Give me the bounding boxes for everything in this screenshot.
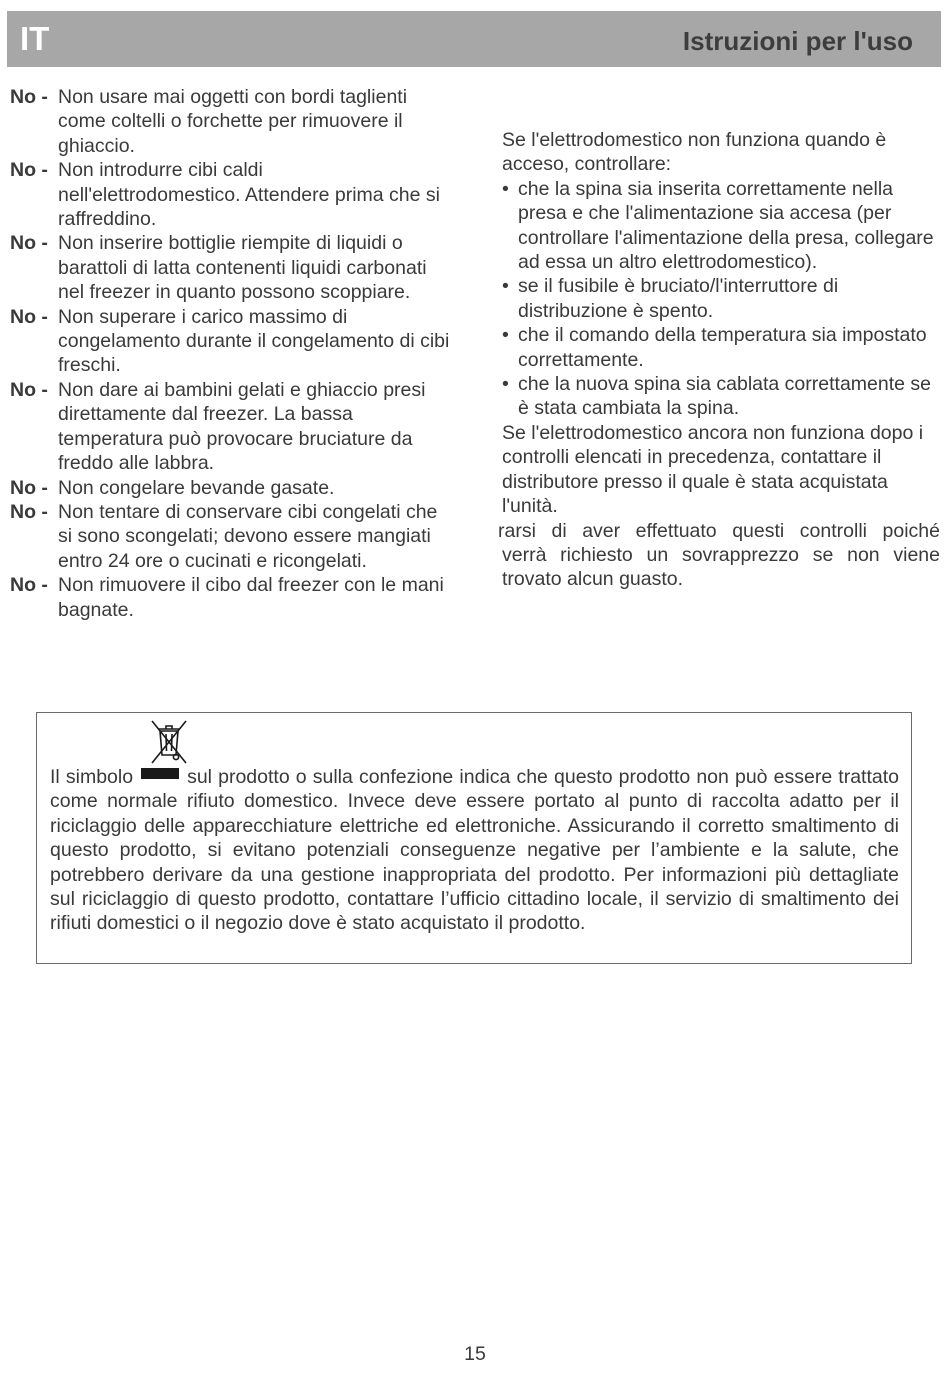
troubleshooting-after: Se l'elettrodomestico ancora non funziona dopo i controlli elencati in precedenza, contattare il distributore presso il quale è stata acquistata l'unità. [502,421,924,518]
warning-item [10,476,450,500]
language-code: IT [20,20,50,57]
warning-item [10,305,450,378]
troubleshooting-intro: Se l'elettrodomestico non funziona quando è acceso, controllare: [502,129,887,176]
warning-text: Non superare i carico massimo di congelamento durante il congelamento di cibi freschi. [58,305,450,377]
left-column [10,85,450,622]
warning-label: No - [10,378,48,401]
bullet-mark: • [502,324,509,347]
check-text: se il fusibile è bruciato/l'interruttore di distribuzione è spento. [518,275,839,322]
warning-text: Non congelare bevande gasate. [58,476,335,499]
page-header [7,11,941,67]
partial-sentence-line: trovato alcun guasto. [502,568,684,591]
warning-text: Non rimuovere il cibo dal freezer con le mani bagnate. [58,574,444,621]
weee-notice-box [36,712,912,964]
partial-sentence-line: rarsi di aver effettuato questi controlli poiché [498,519,940,542]
right-column [498,128,940,592]
warning-item [10,158,450,231]
bullet-mark: • [502,177,509,200]
solid-bar-icon [141,768,179,779]
warning-text: Non dare ai bambini gelati e ghiaccio presi direttamente dal freezer. La bassa temperatura può provocare bruciature da freddo alle labbra. [58,378,426,475]
check-text: che la nuova spina sia cablata correttamente se è stata cambiata la spina. [518,373,931,420]
page-number: 15 [464,1343,486,1365]
weee-notice-text [50,765,899,936]
bullet-mark: • [502,275,509,298]
warning-label: No - [10,500,48,523]
warning-label: No - [10,574,48,597]
warning-item [10,231,450,304]
warning-label: No - [10,159,48,182]
check-item [498,323,940,372]
page-title: Istruzioni per l'uso [682,26,913,56]
check-text: che la spina sia inserita correttamente nella presa e che l'alimentazione sia accesa (per controllare l'alimentazione della presa, collegare ad essa un altro elettrodomestico). [518,177,934,274]
bullet-mark: • [502,373,509,396]
check-item [498,177,940,275]
warning-text: Non inserire bottiglie riempite di liquidi o barattoli di latta contenenti liquidi carbonati nel freezer in quanto possono scoppiare. [58,232,427,304]
crossed-out-wheeled-bin-icon [149,717,189,765]
warning-item [10,378,450,476]
warning-text: Non usare mai oggetti con bordi taglienti come coltelli o forchette per rimuovere il ghiaccio. [58,86,408,157]
warning-label: No - [10,476,48,499]
warning-item [10,85,450,158]
warning-item [10,500,450,573]
notice-text-start: Il simbolo [50,766,134,788]
partial-sentence-line: verrà richiesto un sovrapprezzo se non viene [502,543,940,566]
check-item [498,274,940,323]
warning-text: Non tentare di conservare cibi congelati che si sono scongelati; devono essere mangiati entro 24 ore o cucinati e ricongelati. [58,500,438,572]
check-item [498,372,940,421]
warning-item [10,573,450,622]
warning-label: No - [10,86,48,108]
check-text: che il comando della temperatura sia impostato correttamente. [518,324,927,371]
warning-label: No - [10,232,48,255]
warning-label: No - [10,305,48,328]
warning-text: Non introdurre cibi caldi nell'elettrodomestico. Attendere prima che si raffreddino. [58,159,441,231]
notice-text-rest: sul prodotto o sulla confezione indica che questo prodotto non può essere trattato come normale rifiuto domestico. Invece deve essere portato al punto di raccolta adatto per il riciclaggio delle apparecchiature elettriche ed elettroniche. Assicurando il corretto smaltimento di questo prodotto, si evitano potenziali conseguenze negative per l’ambiente e la salute, che potrebbero derivare da una gestione inappropriata del prodotto. Per informazioni più dettagliate sul riciclaggio di questo prodotto, contattare l’ufficio cittadino locale, il servizio di smaltimento dei rifiuti domestici o il negozio dove è stato acquistato il prodotto. [50,766,899,935]
